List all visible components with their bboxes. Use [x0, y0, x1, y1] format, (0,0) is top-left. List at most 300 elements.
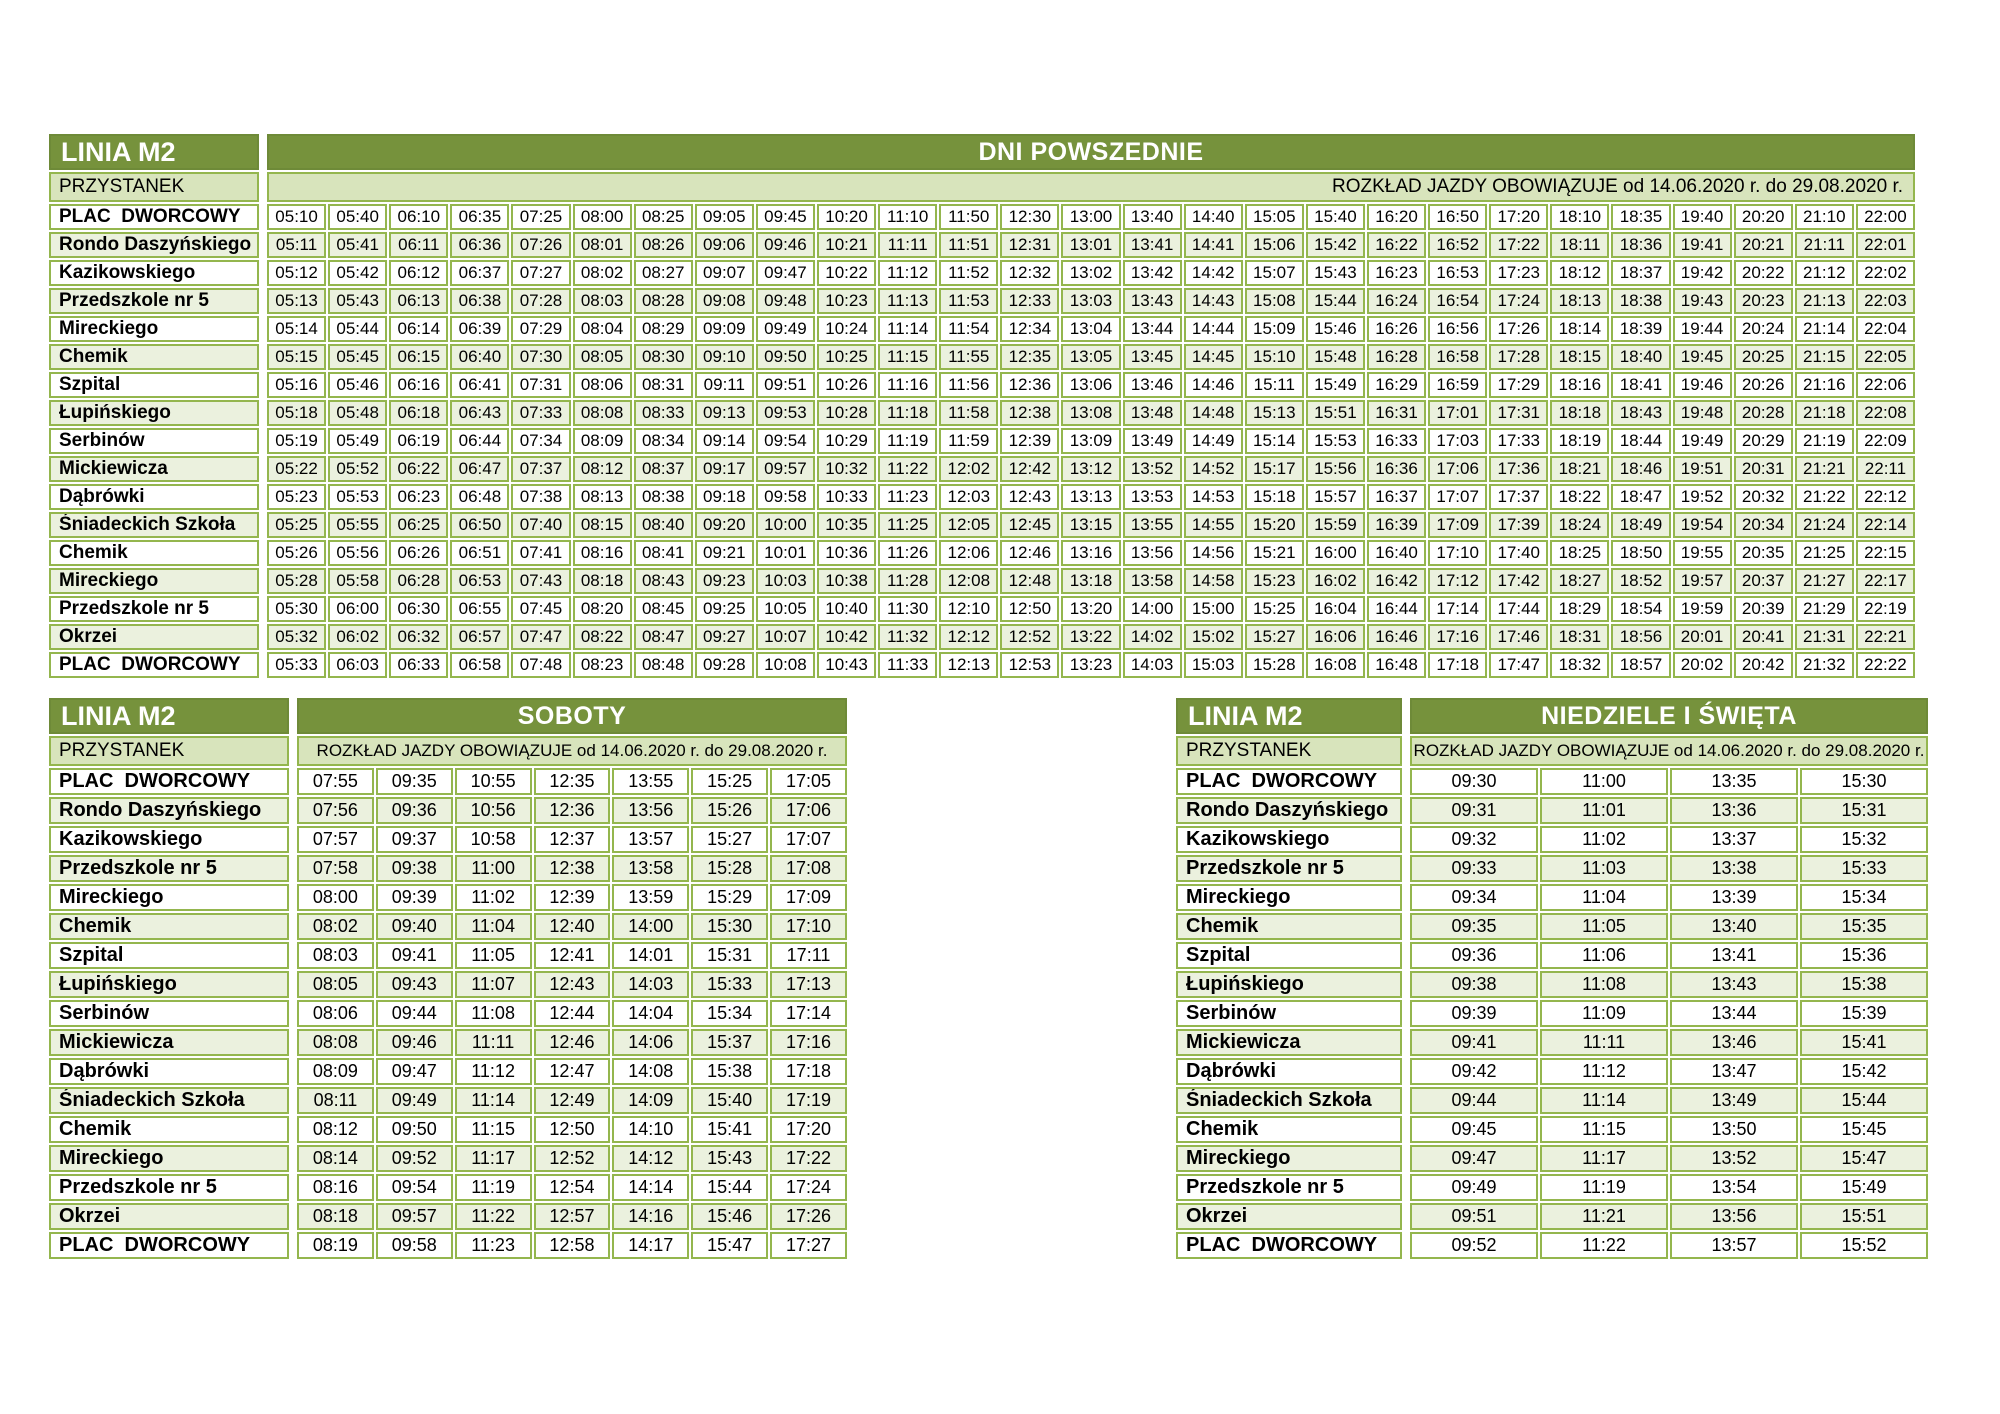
stop-name-cell: Mickiewicza	[49, 1029, 289, 1056]
column-spacer	[291, 1000, 295, 1027]
stop-name-cell: PLAC DWORCOWY	[1176, 1232, 1402, 1259]
departure-time-cell: 15:21	[1245, 540, 1304, 566]
departure-time-cell: 12:42	[1000, 456, 1059, 482]
departure-time-cell: 12:54	[534, 1174, 611, 1201]
departure-time-cell: 17:22	[1489, 232, 1548, 258]
departure-time-cell: 06:40	[450, 344, 509, 370]
departure-time-cell: 06:53	[450, 568, 509, 594]
timetable-row	[49, 232, 1915, 258]
departure-time-cell: 15:18	[1245, 484, 1304, 510]
departure-time-cell: 09:58	[376, 1232, 453, 1259]
column-spacer	[261, 204, 265, 230]
column-spacer	[261, 288, 265, 314]
departure-time-cell: 16:52	[1428, 232, 1487, 258]
departure-time-cell: 09:50	[376, 1116, 453, 1143]
timetable-row	[49, 1116, 847, 1143]
departure-time-cell: 11:28	[878, 568, 937, 594]
stop-column-header: PRZYSTANEK	[1176, 736, 1402, 766]
departure-time-cell: 13:37	[1670, 826, 1798, 853]
column-spacer	[1404, 971, 1408, 998]
departure-time-cell: 08:08	[573, 400, 632, 426]
stop-name-cell: Mireckiego	[49, 1145, 289, 1172]
departure-time-cell: 18:57	[1611, 652, 1670, 678]
departure-time-cell: 11:09	[1540, 1000, 1668, 1027]
departure-time-cell: 05:18	[267, 400, 326, 426]
departure-time-cell: 11:12	[455, 1058, 532, 1085]
timetable-row	[1176, 971, 1928, 998]
departure-time-cell: 12:45	[1000, 512, 1059, 538]
departure-time-cell: 09:20	[695, 512, 754, 538]
stop-name-cell: Mireckiego	[49, 568, 259, 594]
departure-time-cell: 08:43	[634, 568, 693, 594]
departure-time-cell: 18:14	[1550, 316, 1609, 342]
departure-time-cell: 15:30	[691, 913, 768, 940]
column-spacer	[1404, 736, 1408, 766]
timetable-row	[1176, 797, 1928, 824]
departure-time-cell: 12:36	[1000, 372, 1059, 398]
departure-time-cell: 10:20	[817, 204, 876, 230]
departure-time-cell: 06:30	[389, 596, 448, 622]
departure-time-cell: 09:32	[1410, 826, 1538, 853]
departure-time-cell: 20:32	[1734, 484, 1793, 510]
departure-time-cell: 18:52	[1611, 568, 1670, 594]
departure-time-cell: 13:43	[1670, 971, 1798, 998]
departure-time-cell: 15:28	[1245, 652, 1304, 678]
column-spacer	[261, 624, 265, 650]
departure-time-cell: 15:53	[1306, 428, 1365, 454]
departure-time-cell: 05:52	[328, 456, 387, 482]
departure-time-cell: 15:30	[1800, 768, 1928, 795]
stop-name-cell: Kazikowskiego	[49, 826, 289, 853]
departure-time-cell: 06:02	[328, 624, 387, 650]
stop-name-cell: Okrzei	[49, 624, 259, 650]
stop-column-header: PRZYSTANEK	[49, 172, 259, 202]
departure-time-cell: 10:36	[817, 540, 876, 566]
departure-time-cell: 10:21	[817, 232, 876, 258]
departure-time-cell: 14:52	[1184, 456, 1243, 482]
departure-time-cell: 06:22	[389, 456, 448, 482]
departure-time-cell: 07:58	[297, 855, 374, 882]
departure-time-cell: 22:15	[1856, 540, 1915, 566]
departure-time-cell: 09:51	[756, 372, 815, 398]
table-header-row	[49, 134, 1915, 170]
departure-time-cell: 14:41	[1184, 232, 1243, 258]
departure-time-cell: 15:10	[1245, 344, 1304, 370]
departure-time-cell: 12:38	[1000, 400, 1059, 426]
departure-time-cell: 14:04	[612, 1000, 689, 1027]
departure-time-cell: 10:29	[817, 428, 876, 454]
departure-time-cell: 15:52	[1800, 1232, 1928, 1259]
departure-time-cell: 17:01	[1428, 400, 1487, 426]
departure-time-cell: 13:18	[1061, 568, 1120, 594]
departure-time-cell: 05:58	[328, 568, 387, 594]
departure-time-cell: 09:38	[376, 855, 453, 882]
stop-name-cell: Chemik	[49, 540, 259, 566]
departure-time-cell: 17:09	[770, 884, 847, 911]
departure-time-cell: 11:02	[455, 884, 532, 911]
stop-name-cell: Okrzei	[1176, 1203, 1402, 1230]
departure-time-cell: 18:46	[1611, 456, 1670, 482]
departure-time-cell: 16:39	[1367, 512, 1426, 538]
departure-time-cell: 17:40	[1489, 540, 1548, 566]
stop-name-cell: PLAC DWORCOWY	[1176, 768, 1402, 795]
departure-time-cell: 06:28	[389, 568, 448, 594]
departure-time-cell: 13:20	[1061, 596, 1120, 622]
departure-time-cell: 08:34	[634, 428, 693, 454]
departure-time-cell: 09:36	[1410, 942, 1538, 969]
departure-time-cell: 21:11	[1795, 232, 1854, 258]
departure-time-cell: 08:16	[573, 540, 632, 566]
departure-time-cell: 18:31	[1550, 624, 1609, 650]
departure-time-cell: 10:07	[756, 624, 815, 650]
column-spacer	[1404, 1058, 1408, 1085]
departure-time-cell: 20:22	[1734, 260, 1793, 286]
departure-time-cell: 12:52	[1000, 624, 1059, 650]
departure-time-cell: 17:13	[770, 971, 847, 998]
departure-time-cell: 17:16	[1428, 624, 1487, 650]
departure-time-cell: 18:21	[1550, 456, 1609, 482]
departure-time-cell: 15:46	[691, 1203, 768, 1230]
departure-time-cell: 08:03	[573, 288, 632, 314]
departure-time-cell: 13:03	[1061, 288, 1120, 314]
table-subheader-row	[49, 172, 1915, 202]
departure-time-cell: 09:35	[1410, 913, 1538, 940]
stop-name-cell: Mickiewicza	[49, 456, 259, 482]
departure-time-cell: 11:14	[455, 1087, 532, 1114]
departure-time-cell: 13:43	[1123, 288, 1182, 314]
departure-time-cell: 14:49	[1184, 428, 1243, 454]
departure-time-cell: 12:44	[534, 1000, 611, 1027]
departure-time-cell: 07:41	[511, 540, 570, 566]
departure-time-cell: 20:35	[1734, 540, 1793, 566]
departure-time-cell: 15:13	[1245, 400, 1304, 426]
departure-time-cell: 10:58	[455, 826, 532, 853]
departure-time-cell: 11:25	[878, 512, 937, 538]
stop-name-cell: Szpital	[49, 942, 289, 969]
departure-time-cell: 09:57	[376, 1203, 453, 1230]
departure-time-cell: 15:51	[1306, 400, 1365, 426]
departure-time-cell: 11:23	[455, 1232, 532, 1259]
departure-time-cell: 12:38	[534, 855, 611, 882]
timetable-row	[49, 1000, 847, 1027]
departure-time-cell: 13:52	[1670, 1145, 1798, 1172]
column-spacer	[291, 913, 295, 940]
departure-time-cell: 12:57	[534, 1203, 611, 1230]
departure-time-cell: 09:44	[1410, 1087, 1538, 1114]
departure-time-cell: 14:03	[1123, 652, 1182, 678]
departure-time-cell: 06:39	[450, 316, 509, 342]
validity-note: ROZKŁAD JAZDY OBOWIĄZUJE od 14.06.2020 r. do 29.08.2020 r.	[1410, 736, 1928, 766]
timetable-row	[49, 652, 1915, 678]
departure-time-cell: 05:55	[328, 512, 387, 538]
departure-time-cell: 09:58	[756, 484, 815, 510]
stop-name-cell: Śniadeckich Szkoła	[49, 512, 259, 538]
departure-time-cell: 06:57	[450, 624, 509, 650]
departure-time-cell: 11:01	[1540, 797, 1668, 824]
departure-time-cell: 12:33	[1000, 288, 1059, 314]
column-spacer	[1404, 826, 1408, 853]
departure-time-cell: 15:33	[691, 971, 768, 998]
timetable-row	[49, 344, 1915, 370]
departure-time-cell: 16:06	[1306, 624, 1365, 650]
departure-time-cell: 09:45	[756, 204, 815, 230]
departure-time-cell: 13:02	[1061, 260, 1120, 286]
departure-time-cell: 15:03	[1184, 652, 1243, 678]
departure-time-cell: 06:43	[450, 400, 509, 426]
departure-time-cell: 09:39	[1410, 1000, 1538, 1027]
departure-time-cell: 22:02	[1856, 260, 1915, 286]
table-header-row	[1176, 698, 1928, 734]
stop-name-cell: PLAC DWORCOWY	[49, 652, 259, 678]
departure-time-cell: 21:24	[1795, 512, 1854, 538]
column-spacer	[1404, 1029, 1408, 1056]
departure-time-cell: 05:25	[267, 512, 326, 538]
departure-time-cell: 14:48	[1184, 400, 1243, 426]
departure-time-cell: 08:41	[634, 540, 693, 566]
stop-name-cell: Mickiewicza	[1176, 1029, 1402, 1056]
departure-time-cell: 21:21	[1795, 456, 1854, 482]
departure-time-cell: 09:08	[695, 288, 754, 314]
departure-time-cell: 17:46	[1489, 624, 1548, 650]
column-spacer	[261, 260, 265, 286]
departure-time-cell: 09:39	[376, 884, 453, 911]
departure-time-cell: 13:01	[1061, 232, 1120, 258]
departure-time-cell: 06:25	[389, 512, 448, 538]
departure-time-cell: 17:28	[1489, 344, 1548, 370]
departure-time-cell: 13:45	[1123, 344, 1182, 370]
column-spacer	[291, 768, 295, 795]
departure-time-cell: 17:22	[770, 1145, 847, 1172]
departure-time-cell: 17:29	[1489, 372, 1548, 398]
departure-time-cell: 19:45	[1673, 344, 1732, 370]
departure-time-cell: 11:15	[1540, 1116, 1668, 1143]
departure-time-cell: 15:27	[691, 826, 768, 853]
departure-time-cell: 15:44	[1800, 1087, 1928, 1114]
departure-time-cell: 18:12	[1550, 260, 1609, 286]
table-subheader-row	[49, 736, 847, 766]
column-spacer	[261, 596, 265, 622]
departure-time-cell: 18:10	[1550, 204, 1609, 230]
departure-time-cell: 13:56	[1123, 540, 1182, 566]
line-label: LINIA M2	[49, 698, 289, 734]
timetable-row	[49, 1174, 847, 1201]
departure-time-cell: 06:48	[450, 484, 509, 510]
saturday-title: SOBOTY	[297, 698, 847, 734]
stop-name-cell: Dąbrówki	[49, 1058, 289, 1085]
departure-time-cell: 09:30	[1410, 768, 1538, 795]
departure-time-cell: 08:29	[634, 316, 693, 342]
departure-time-cell: 18:40	[1611, 344, 1670, 370]
departure-time-cell: 13:52	[1123, 456, 1182, 482]
departure-time-cell: 11:51	[939, 232, 998, 258]
departure-time-cell: 13:55	[612, 768, 689, 795]
departure-time-cell: 18:38	[1611, 288, 1670, 314]
departure-time-cell: 14:01	[612, 942, 689, 969]
column-spacer	[291, 1029, 295, 1056]
departure-time-cell: 06:16	[389, 372, 448, 398]
departure-time-cell: 05:41	[328, 232, 387, 258]
departure-time-cell: 05:45	[328, 344, 387, 370]
departure-time-cell: 15:41	[691, 1116, 768, 1143]
departure-time-cell: 15:59	[1306, 512, 1365, 538]
timetable-row	[49, 316, 1915, 342]
departure-time-cell: 14:14	[612, 1174, 689, 1201]
departure-time-cell: 08:04	[573, 316, 632, 342]
column-spacer	[1404, 1174, 1408, 1201]
departure-time-cell: 09:27	[695, 624, 754, 650]
departure-time-cell: 19:59	[1673, 596, 1732, 622]
stop-name-cell: Przedszkole nr 5	[49, 288, 259, 314]
departure-time-cell: 09:13	[695, 400, 754, 426]
column-spacer	[291, 698, 295, 734]
stop-name-cell: Łupińskiego	[49, 971, 289, 998]
departure-time-cell: 08:18	[297, 1203, 374, 1230]
departure-time-cell: 21:15	[1795, 344, 1854, 370]
column-spacer	[1404, 1232, 1408, 1259]
departure-time-cell: 08:12	[573, 456, 632, 482]
departure-time-cell: 09:47	[756, 260, 815, 286]
departure-time-cell: 16:33	[1367, 428, 1426, 454]
departure-time-cell: 13:44	[1670, 1000, 1798, 1027]
departure-time-cell: 11:08	[1540, 971, 1668, 998]
stop-name-cell: Łupińskiego	[49, 400, 259, 426]
departure-time-cell: 15:05	[1245, 204, 1304, 230]
stop-name-cell: Chemik	[49, 913, 289, 940]
timetable-row	[49, 372, 1915, 398]
column-spacer	[261, 540, 265, 566]
departure-time-cell: 14:45	[1184, 344, 1243, 370]
departure-time-cell: 07:34	[511, 428, 570, 454]
departure-time-cell: 06:23	[389, 484, 448, 510]
departure-time-cell: 17:14	[770, 1000, 847, 1027]
departure-time-cell: 11:04	[455, 913, 532, 940]
departure-time-cell: 06:12	[389, 260, 448, 286]
timetable-row	[49, 971, 847, 998]
departure-time-cell: 11:15	[878, 344, 937, 370]
departure-time-cell: 12:43	[1000, 484, 1059, 510]
departure-time-cell: 11:22	[1540, 1232, 1668, 1259]
departure-time-cell: 05:12	[267, 260, 326, 286]
departure-time-cell: 12:49	[534, 1087, 611, 1114]
departure-time-cell: 14:43	[1184, 288, 1243, 314]
departure-time-cell: 08:40	[634, 512, 693, 538]
departure-time-cell: 18:11	[1550, 232, 1609, 258]
departure-time-cell: 09:52	[376, 1145, 453, 1172]
departure-time-cell: 06:51	[450, 540, 509, 566]
departure-time-cell: 14:53	[1184, 484, 1243, 510]
departure-time-cell: 11:30	[878, 596, 937, 622]
departure-time-cell: 21:14	[1795, 316, 1854, 342]
departure-time-cell: 13:57	[612, 826, 689, 853]
departure-time-cell: 06:47	[450, 456, 509, 482]
departure-time-cell: 06:38	[450, 288, 509, 314]
departure-time-cell: 13:23	[1061, 652, 1120, 678]
departure-time-cell: 05:26	[267, 540, 326, 566]
departure-time-cell: 22:05	[1856, 344, 1915, 370]
column-spacer	[1404, 884, 1408, 911]
departure-time-cell: 14:00	[1123, 596, 1182, 622]
departure-time-cell: 08:45	[634, 596, 693, 622]
column-spacer	[291, 1203, 295, 1230]
departure-time-cell: 12:05	[939, 512, 998, 538]
departure-time-cell: 09:07	[695, 260, 754, 286]
departure-time-cell: 06:41	[450, 372, 509, 398]
departure-time-cell: 05:22	[267, 456, 326, 482]
departure-time-cell: 18:35	[1611, 204, 1670, 230]
departure-time-cell: 15:42	[1306, 232, 1365, 258]
stop-name-cell: Chemik	[49, 1116, 289, 1143]
weekday-timetable	[47, 132, 1917, 680]
column-spacer	[261, 316, 265, 342]
departure-time-cell: 05:32	[267, 624, 326, 650]
departure-time-cell: 13:05	[1061, 344, 1120, 370]
timetable-row	[49, 855, 847, 882]
departure-time-cell: 22:11	[1856, 456, 1915, 482]
departure-time-cell: 12:08	[939, 568, 998, 594]
departure-time-cell: 06:35	[450, 204, 509, 230]
departure-time-cell: 08:48	[634, 652, 693, 678]
departure-time-cell: 17:24	[770, 1174, 847, 1201]
departure-time-cell: 17:20	[770, 1116, 847, 1143]
departure-time-cell: 17:05	[770, 768, 847, 795]
departure-time-cell: 05:49	[328, 428, 387, 454]
departure-time-cell: 21:12	[1795, 260, 1854, 286]
departure-time-cell: 17:31	[1489, 400, 1548, 426]
timetable-row	[49, 768, 847, 795]
departure-time-cell: 11:17	[1540, 1145, 1668, 1172]
departure-time-cell: 08:06	[573, 372, 632, 398]
departure-time-cell: 06:14	[389, 316, 448, 342]
departure-time-cell: 17:47	[1489, 652, 1548, 678]
departure-time-cell: 12:30	[1000, 204, 1059, 230]
departure-time-cell: 18:15	[1550, 344, 1609, 370]
timetable-row	[1176, 855, 1928, 882]
departure-time-cell: 07:45	[511, 596, 570, 622]
departure-time-cell: 06:18	[389, 400, 448, 426]
departure-time-cell: 12:41	[534, 942, 611, 969]
departure-time-cell: 20:42	[1734, 652, 1793, 678]
departure-time-cell: 07:43	[511, 568, 570, 594]
departure-time-cell: 16:58	[1428, 344, 1487, 370]
departure-time-cell: 18:16	[1550, 372, 1609, 398]
departure-time-cell: 08:02	[297, 913, 374, 940]
table-subheader-row	[1176, 736, 1928, 766]
departure-time-cell: 08:02	[573, 260, 632, 286]
departure-time-cell: 09:52	[1410, 1232, 1538, 1259]
departure-time-cell: 08:27	[634, 260, 693, 286]
departure-time-cell: 19:51	[1673, 456, 1732, 482]
departure-time-cell: 13:46	[1670, 1029, 1798, 1056]
departure-time-cell: 12:35	[1000, 344, 1059, 370]
timetable-row	[49, 1087, 847, 1114]
timetable-row	[49, 288, 1915, 314]
departure-time-cell: 15:57	[1306, 484, 1365, 510]
departure-time-cell: 09:28	[695, 652, 754, 678]
departure-time-cell: 12:39	[534, 884, 611, 911]
departure-time-cell: 11:08	[455, 1000, 532, 1027]
departure-time-cell: 11:23	[878, 484, 937, 510]
departure-time-cell: 07:27	[511, 260, 570, 286]
stop-column-header: PRZYSTANEK	[49, 736, 289, 766]
column-spacer	[1404, 942, 1408, 969]
validity-note: ROZKŁAD JAZDY OBOWIĄZUJE od 14.06.2020 r. do 29.08.2020 r.	[297, 736, 847, 766]
departure-time-cell: 06:55	[450, 596, 509, 622]
departure-time-cell: 16:04	[1306, 596, 1365, 622]
departure-time-cell: 20:39	[1734, 596, 1793, 622]
departure-time-cell: 13:41	[1123, 232, 1182, 258]
departure-time-cell: 22:09	[1856, 428, 1915, 454]
departure-time-cell: 11:11	[455, 1029, 532, 1056]
